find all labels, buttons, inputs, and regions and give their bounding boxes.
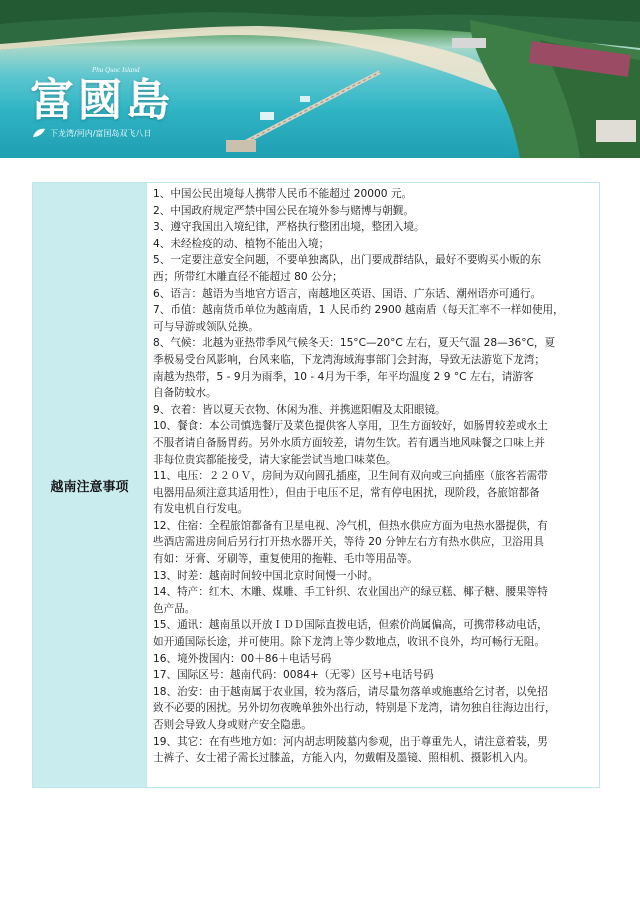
notice-line: 有如：牙膏、牙刷等，重复使用的拖鞋、毛巾等用品等。: [153, 553, 418, 566]
notice-line: 11、电压：２２０Ｖ，房间为双向圆孔插座，卫生间有双向或三向插座（旅客若需带: [153, 470, 548, 483]
notice-line: 15、通讯：越南虽以开放ＩＤＤ国际直拨电话，但索价尚属偏高，可携带移动电话，: [153, 619, 548, 632]
notice-line: 电器用品须注意其适用性），但由于电压不足，常有停电困扰，现阶段，各旅馆都备: [153, 486, 540, 499]
notice-line: 如开通国际长途，并可使用。除下龙湾上等少数地点，收讯不良外，均可畅行无阻。: [153, 636, 545, 649]
notice-line: 自备防蚊水。: [153, 387, 217, 400]
notice-line: 1、中国公民出境每人携带人民币不能超过 20000 元。: [153, 188, 413, 200]
notice-line: 19、其它：在有些地方如：河内胡志明陵墓内参观，出于尊重先人，请注意着装，男: [153, 735, 548, 748]
notice-line: 8、气候：北越为亚热带季风气候冬天：15°C—20°C 左右，夏天气温 28—36°C，夏: [153, 337, 556, 350]
notice-line: 否则会导致人身或财产安全隐患。: [153, 719, 312, 731]
notice-line: 16、境外拨国内：00＋86＋电话号码: [153, 652, 332, 665]
notice-body: [147, 183, 599, 787]
notice-line: 致不必要的困扰。另外切勿夜晚单独外出行动，特别是下龙湾，请勿独自往海边出行，: [153, 702, 556, 715]
leaf-icon: [32, 128, 46, 138]
header-banner: [0, 0, 640, 158]
notice-line: 3、遵守我国出入境纪律，严格执行整团出境，整团入境。: [153, 221, 425, 234]
brand-english-name: Phu Quoc Island: [92, 66, 140, 74]
notice-line: 17、国际区号：越南代码：0084+（无零）区号+电话号码: [153, 669, 434, 682]
notice-line: 7、币值：越南货币单位为越南盾，1 人民币约 2900 越南盾（每天汇率不一样如使用，: [153, 304, 564, 317]
notice-line: 14、特产：红木、木雕、煤雕、手工针织、农业国出产的绿豆糕、椰子糖、腰果等特: [153, 586, 548, 599]
notice-line: 12、住宿：全程旅馆都备有卫星电视、冷气机，但热水供应方面为电热水器提供，有: [153, 519, 548, 532]
notice-line: 不服者请自备肠胃药。另外水质方面较差，请勿生饮。若有遇当地风味餐之口味上并: [153, 436, 545, 449]
notice-line: 5、一定要注意安全问题，不要单独离队，出门要成群结队，最好不要购买小贩的东: [153, 254, 542, 267]
notice-line: 季极易受台风影响，台风来临，下龙湾海域海事部门会封海，导致无法游览下龙湾；: [153, 353, 545, 366]
notice-line: 10、餐食：本公司慎选餐厅及菜色提供客人享用，卫生方面较好，如肠胃较差或水土: [153, 420, 548, 433]
notice-line: 士裤子、女士裙子需长过膝盖，方能入内，勿戴帽及墨镜、照相机、摄影机入内。: [153, 752, 535, 765]
notice-line: 2、中国政府规定严禁中国公民在境外参与赌博与朝觐。: [153, 204, 414, 217]
notice-line: 西；所带红木雕直径不能超过 80 公分；: [153, 270, 343, 283]
notice-line: 13、时差：越南时间较中国北京时间慢一小时。: [153, 569, 379, 582]
notice-label: 越南注意事项: [33, 183, 147, 787]
notice-line: 些酒店需进房间后另行打开热水器开关，等待 20 分钟左右方有热水供应，卫浴用具: [153, 536, 544, 549]
notice-line: 可与导游或领队兑换。: [153, 320, 259, 333]
notice-line: 4、未经检疫的动、植物不能出入境；: [153, 237, 330, 250]
notice-line: 6、语言：越语为当地官方语言，南越地区英语、国语、广东话、潮州语亦可通行。: [153, 287, 542, 300]
notice-line: 有发电机自行发电。: [153, 503, 249, 516]
notice-line: 南越为热带，5 - 9月为雨季，10 - 4月为干季，年平均温度 2 9 °C 左右，请游客: [153, 370, 534, 383]
notice-table: [32, 182, 600, 788]
brand-tagline: 下龙湾/河内/富国岛双飞八日: [50, 129, 152, 138]
notice-line: 色产品。: [153, 602, 196, 615]
brand-title: 富國島: [30, 75, 174, 126]
notice-line: 9、衣着：皆以夏天衣物、休闲为准、并携遮阳帽及太阳眼镜。: [153, 403, 446, 416]
notice-line: 18、治安：由于越南属于农业国，较为落后，请尽量勿落单或施惠给乞讨者，以免招: [153, 685, 548, 698]
notice-line: 非每位贵宾都能接受，请大家能尝试当地口味菜色。: [153, 453, 397, 466]
